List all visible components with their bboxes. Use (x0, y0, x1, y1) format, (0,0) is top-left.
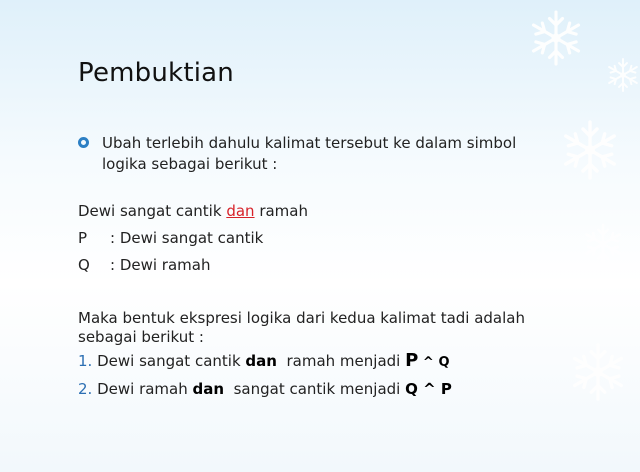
definition-symbol: P (78, 229, 88, 247)
list-text-before: Dewi sangat cantik (97, 352, 246, 370)
definition-p (78, 229, 263, 247)
list-text-middle: sangat cantik menjadi (224, 380, 406, 398)
conclusion-paragraph: Maka bentuk ekspresi logika dari kedua kalimat tadi adalah sebagai berikut : (78, 309, 525, 346)
list-expression: Q ^ P (405, 380, 452, 398)
snowflake-icon (534, 12, 579, 64)
list-connective: dan (192, 380, 225, 398)
statement-line (78, 202, 308, 220)
list-text-before: Dewi ramah (97, 380, 193, 398)
list-item (78, 380, 452, 398)
list-connective: dan (245, 352, 277, 370)
list-symbol-p: P (405, 350, 419, 371)
list-item (78, 350, 450, 371)
snowflake-icon (566, 122, 614, 178)
bullet-item (80, 133, 560, 175)
snowflake-icon (609, 59, 637, 91)
ring-bullet-icon (78, 137, 89, 148)
definition-text: : Dewi ramah (110, 256, 211, 274)
statement-after: ramah (254, 202, 308, 220)
slide-title: Pembuktian (78, 58, 234, 88)
definition-symbol: Q (78, 256, 90, 274)
definition-text: : Dewi sangat cantik (110, 229, 264, 247)
snowflake-icon (575, 345, 622, 399)
list-text-middle: ramah menjadi (276, 352, 406, 370)
list-operator: ^ (418, 355, 434, 370)
list-number: 1. (78, 352, 93, 370)
list-number: 2. (78, 380, 93, 398)
statement-connective: dan (226, 202, 255, 220)
statement-before: Dewi sangat cantik (78, 202, 227, 220)
snowflake-icon (587, 225, 620, 263)
definition-q (78, 256, 210, 274)
list-symbol-q: Q (438, 355, 450, 370)
bullet-text: Ubah terlebih dahulu kalimat tersebut ke dalam simbol logika sebagai berikut : (102, 134, 517, 173)
